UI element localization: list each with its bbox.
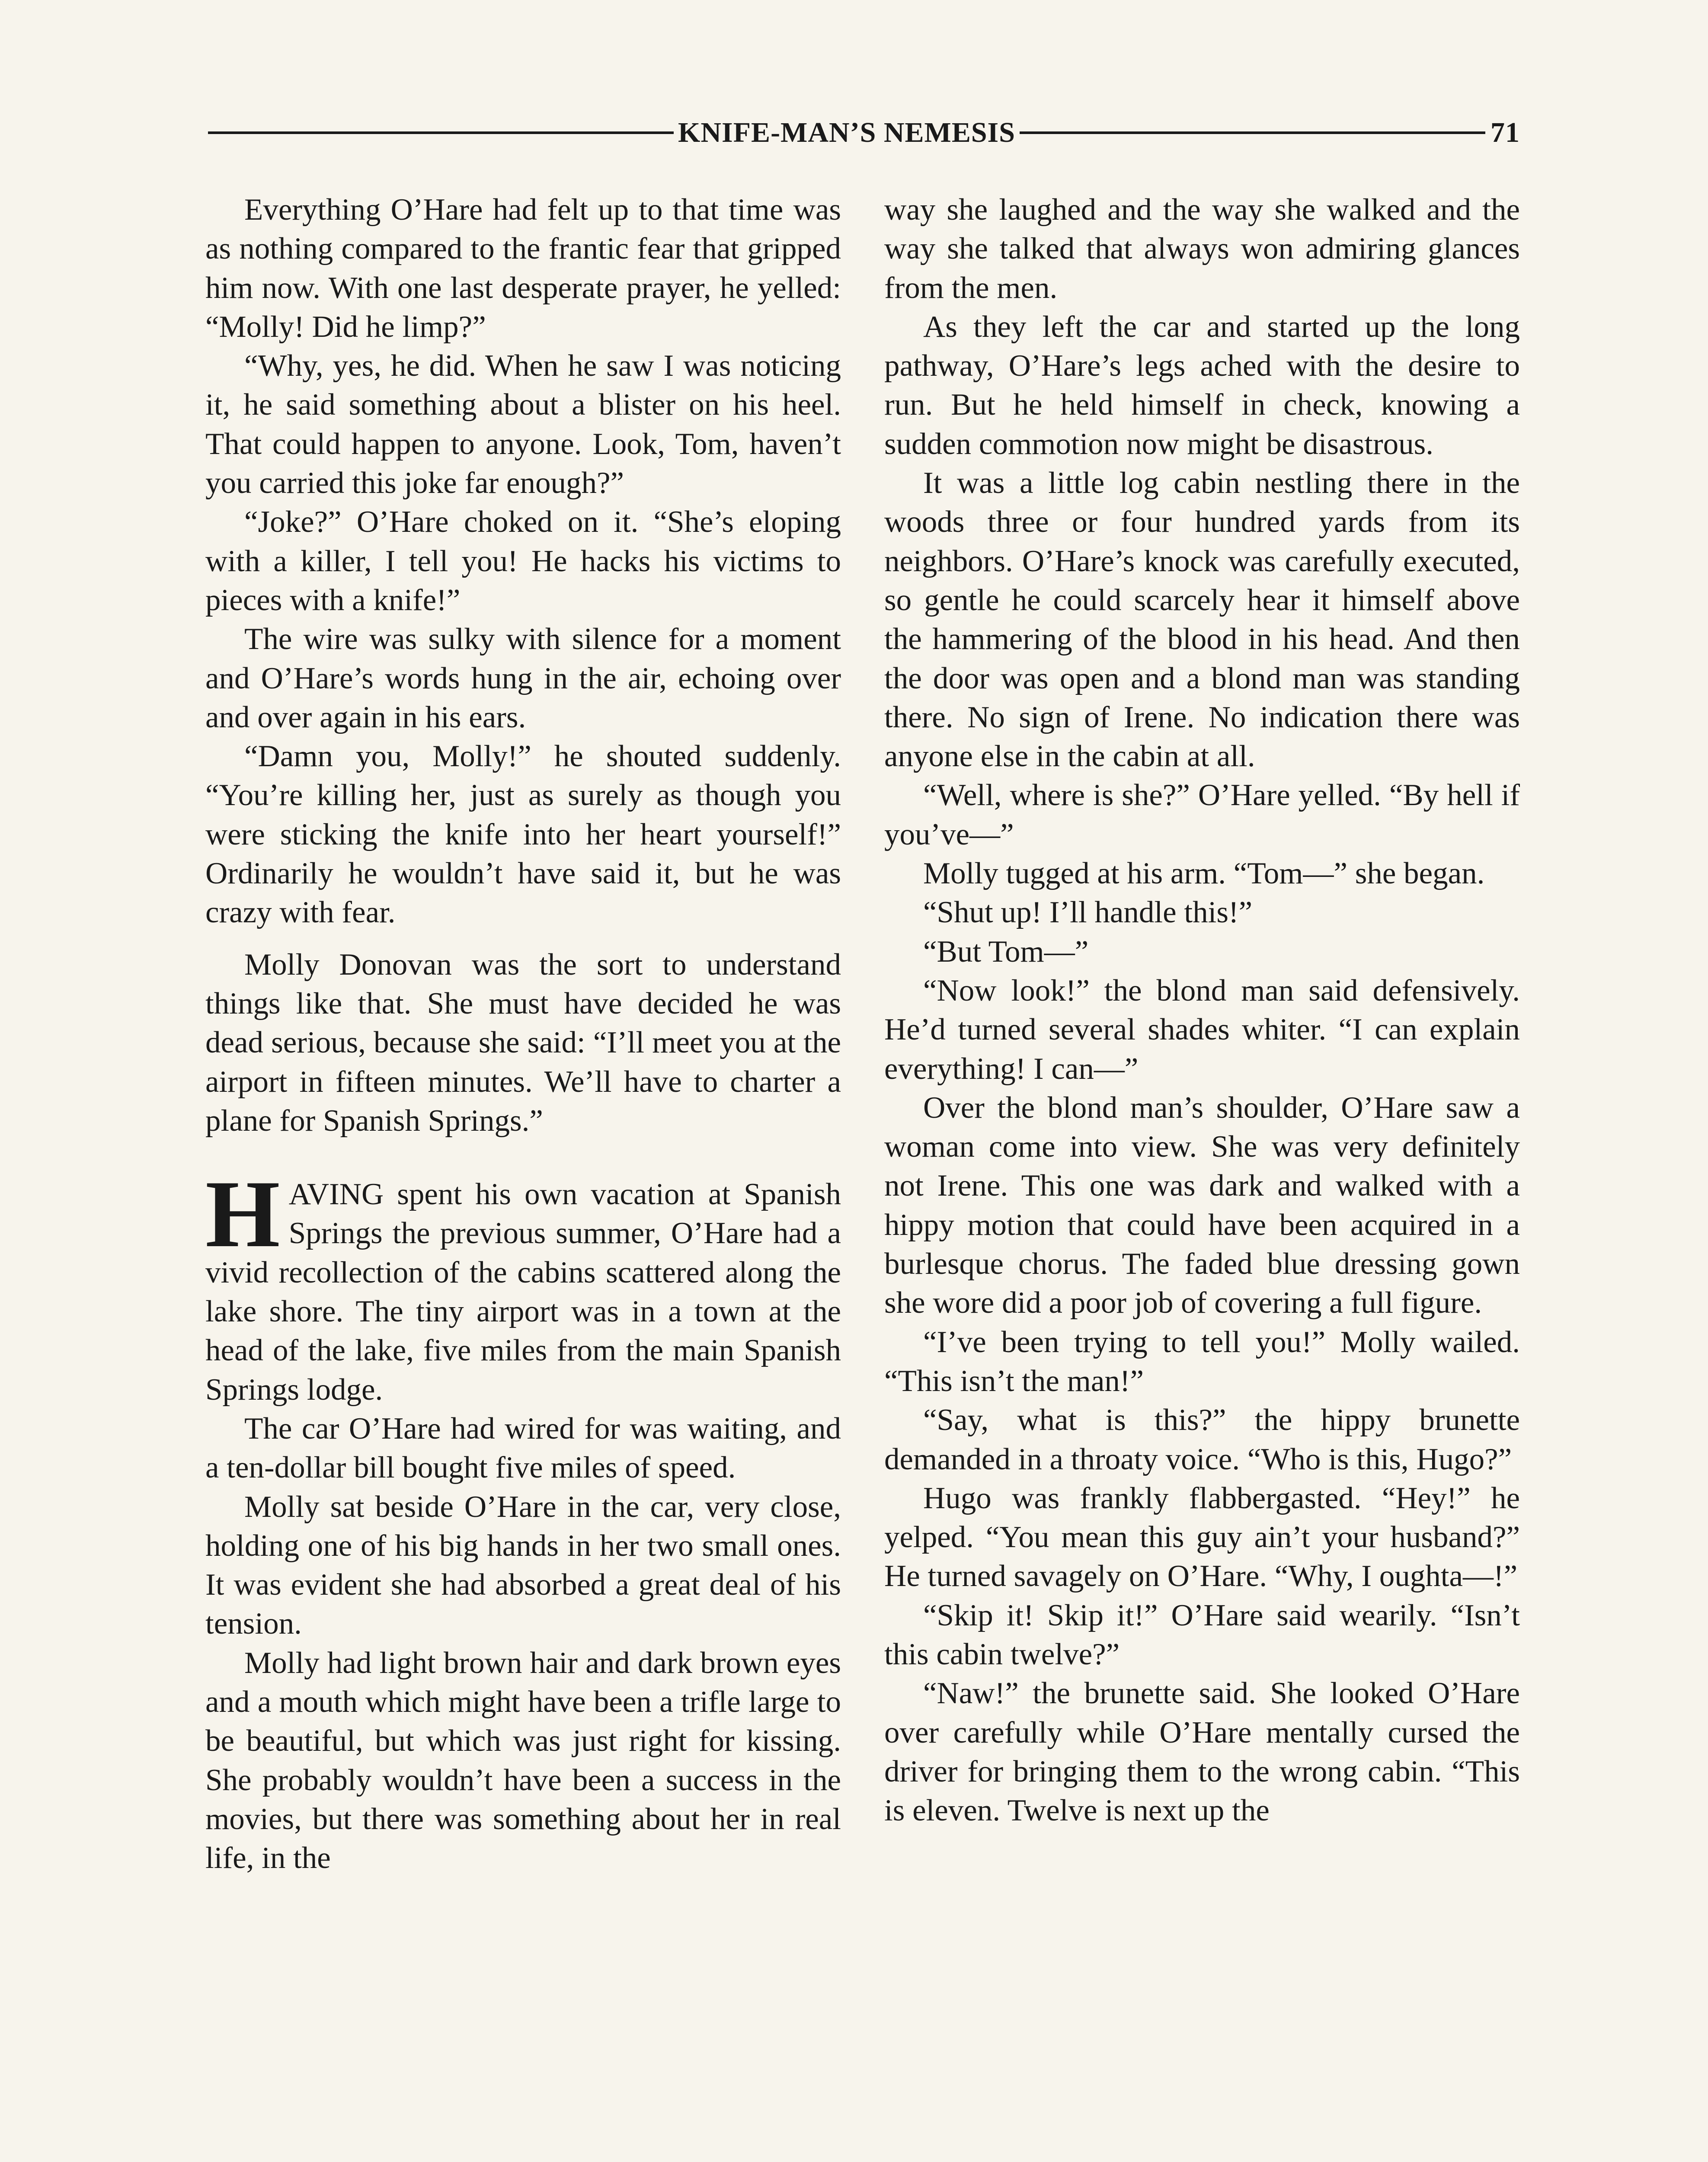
header-title: KNIFE-MAN’S NEMESIS: [678, 117, 1015, 148]
header-rule-left: [208, 131, 674, 134]
dropcap-paragraph-text: AVING spent his own vacation at Spanish Springs the previous summer, O’Hare had a vivid recollection of the cabins scattered along the lake shore. The tiny airport was in a town at the head of the lake, five miles from the main Spanish Springs lodge.: [205, 1177, 841, 1407]
paragraph: “Skip it! Skip it!” O’Hare said wearily. “Isn’t this cabin twelve?”: [884, 1598, 1520, 1671]
right-column: [884, 190, 1520, 1830]
paragraph: “Why, yes, he did. When he saw I was noticing it, he said something about a blister on his heel. That could happen to anyone. Look, Tom, haven’t you carried this joke far enough?”: [205, 349, 841, 500]
paragraph: Molly Donovan was the sort to understand things like that. She must have decided he was dead serious, because she said: “I’ll meet you at the airport in fifteen minutes. We’ll have to charter a plane for Spanish Springs.”: [205, 947, 841, 1138]
paragraph: “Naw!” the brunette said. She looked O’Hare over carefully while O’Hare mentally cursed the driver for bringing them to the wrong cabin. “This is eleven. Twelve is next up the: [884, 1676, 1520, 1828]
paragraph: “Damn you, Molly!” he shouted suddenly. “You’re killing her, just as surely as though you were sticking the knife into her heart yourself!” Ordinarily he wouldn’t have said it, but he was crazy with fear.: [205, 739, 841, 930]
paragraph: Molly tugged at his arm. “Tom—” she began.: [923, 857, 1485, 891]
paragraph: Molly had light brown hair and dark brown eyes and a mouth which might have been a trifle large to be beautiful, but which was just right for kissing. She probably wouldn’t have been a success in the movies, but there was something about her in real life, in the: [205, 1646, 841, 1875]
paragraph: “Shut up! I’ll handle this!”: [923, 896, 1253, 930]
paragraph: Everything O’Hare had felt up to that time was as nothing compared to the frantic fear that gripped him now. With one last desperate prayer, he yelled: “Molly! Did he limp?”: [205, 193, 841, 344]
drop-cap: H: [205, 1161, 280, 1268]
left-column: [205, 190, 841, 1877]
continued-paragraph: way she laughed and the way she walked and the way she talked that always won admiring glances from the men.: [884, 193, 1520, 305]
paragraph: Over the blond man’s shoulder, O’Hare saw a woman come into view. She was very definitely not Irene. This one was dark and walked with a hippy motion that could have been acquired in a burlesque chorus. The faded blue dressing gown she wore did a poor job of covering a full figure.: [884, 1091, 1520, 1320]
page-number: 71: [1491, 117, 1520, 148]
paragraph: “I’ve been trying to tell you!” Molly wailed. “This isn’t the man!”: [884, 1325, 1520, 1398]
paragraph: It was a little log cabin nestling there in the woods three or four hundred yards from its neighbors. O’Hare’s knock was carefully executed, so gentle he could scarcely hear it himself above the hammering of the blood in his head. And then the door was open and a blond man was standing there. No sign of Irene. No indication there was anyone else in the cabin at all.: [884, 466, 1520, 774]
paragraph: Molly sat beside O’Hare in the car, very close, holding one of his big hands in her two small ones. It was evident she had absorbed a great deal of his tension.: [205, 1490, 841, 1641]
section-opening-paragraph: [205, 1161, 841, 1409]
paragraph: “Now look!” the blond man said defensively. He’d turned several shades whiter. “I can explain everything! I can—”: [884, 973, 1520, 1086]
paragraph: Hugo was frankly flabbergasted. “Hey!” he yelped. “You mean this guy ain’t your husband?” He turned savagely on O’Hare. “Why, I oughta—!”: [884, 1481, 1520, 1593]
running-header: [205, 113, 1520, 152]
header-rule-right: [1020, 131, 1485, 134]
paragraph: “Well, where is she?” O’Hare yelled. “By hell if you’ve—”: [884, 778, 1520, 851]
paragraph: “Joke?” O’Hare choked on it. “She’s eloping with a killer, I tell you! He hacks his victims to pieces with a knife!”: [205, 505, 841, 617]
paragraph: As they left the car and started up the long pathway, O’Hare’s legs ached with the desire to run. But he held himself in check, knowing a sudden commotion now might be disastrous.: [884, 310, 1520, 461]
paragraph: “Say, what is this?” the hippy brunette demanded in a throaty voice. “Who is this, Hugo?”: [884, 1403, 1520, 1476]
paragraph: The wire was sulky with silence for a moment and O’Hare’s words hung in the air, echoing over and over again in his ears.: [205, 622, 841, 734]
paragraph: “But Tom—”: [923, 934, 1089, 969]
paragraph: The car O’Hare had wired for was waiting, and a ten-dollar bill bought five miles of speed.: [205, 1411, 841, 1485]
